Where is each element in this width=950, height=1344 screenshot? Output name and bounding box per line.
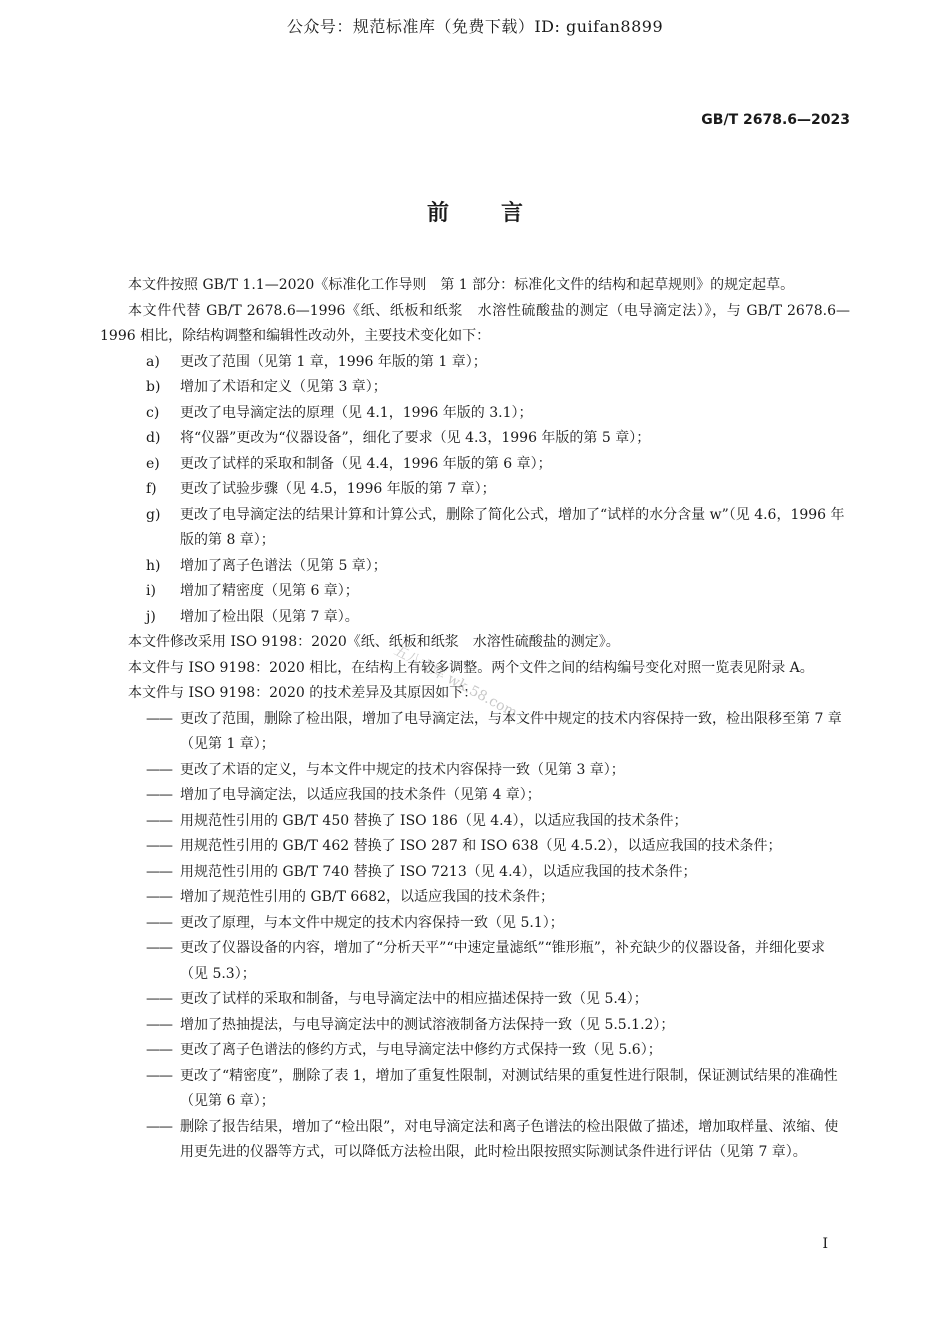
difference-item — [100, 783, 850, 809]
difference-item — [100, 809, 850, 835]
difference-item-marker: —— — [146, 1042, 172, 1058]
change-item-text: 增加了术语和定义（见第 3 章）； — [180, 379, 387, 395]
change-item-marker: e) — [146, 455, 160, 472]
difference-item-text: 增加了热抽提法，与电导滴定法中的测试溶液制备方法保持一致（见 5.5.1.2）； — [180, 1016, 675, 1033]
difference-item — [100, 911, 850, 937]
difference-item-marker: —— — [146, 761, 172, 778]
change-item-marker: f) — [146, 481, 157, 497]
change-item-text: 更改了电导滴定法的结果计算和计算公式，删除了简化公式，增加了“试样的水分含量 w”（见 4.6，1996 年版的第 8 章）； — [180, 506, 845, 548]
change-item — [100, 350, 850, 376]
difference-item-text: 更改了术语的定义，与本文件中规定的技术内容保持一致（见第 3 章）； — [180, 761, 625, 778]
page-title: 前言 — [426, 200, 575, 226]
change-item-marker: b) — [146, 379, 161, 395]
change-item-marker: d) — [146, 430, 161, 446]
difference-item — [100, 1064, 850, 1115]
difference-item-marker: —— — [146, 889, 172, 905]
change-item — [100, 554, 850, 580]
change-item-text: 更改了试验步骤（见 4.5，1996 年版的第 7 章）； — [180, 481, 496, 497]
change-item-marker: g) — [146, 506, 161, 523]
difference-item-text: 删除了报告结果，增加了“检出限”，对电导滴定法和离子色谱法的检出限做了描述，增加取样量、浓缩、使用更先进的仪器等方式，可以降低方法检出限，此时检出限按照实际测试条件进行评估（见第 7 章）。 — [180, 1118, 839, 1160]
difference-item-marker: —— — [146, 710, 172, 727]
technical-differences-list — [100, 707, 850, 1166]
change-item — [100, 579, 850, 605]
difference-item — [100, 987, 850, 1013]
change-item — [100, 426, 850, 452]
difference-item — [100, 834, 850, 860]
difference-item-marker: —— — [146, 991, 172, 1007]
change-item-text: 增加了离子色谱法（见第 5 章）； — [180, 557, 387, 574]
change-item-marker: h) — [146, 557, 161, 574]
standard-code: GB/T 2678.6—2023 — [701, 112, 850, 128]
difference-item-text: 增加了规范性引用的 GB/T 6682，以适应我国的技术条件； — [180, 889, 555, 905]
change-item-text: 更改了范围（见第 1 章，1996 年版的第 1 章）； — [180, 353, 487, 370]
change-item — [100, 375, 850, 401]
difference-item — [100, 1115, 850, 1166]
difference-item-text: 更改了试样的采取和制备，与电导滴定法中的相应描述保持一致（见 5.4）； — [180, 991, 648, 1007]
change-item-text: 更改了试样的采取和制备（见 4.4，1996 年版的第 6 章）； — [180, 455, 552, 472]
difference-item-text: 用规范性引用的 GB/T 450 替换了 ISO 186（见 4.4），以适应我国的技术条件； — [180, 812, 688, 829]
difference-item — [100, 1038, 850, 1064]
difference-item — [100, 936, 850, 987]
top-banner: 公众号：规范标准库（免费下载）ID: guifan8899 — [286, 17, 664, 36]
change-item — [100, 452, 850, 478]
difference-item-marker: —— — [146, 914, 172, 931]
paragraph-adoption: 本文件修改采用 ISO 9198：2020《纸、纸板和纸浆 水溶性硫酸盐的测定》。 — [128, 634, 620, 650]
difference-item-text: 更改了仪器设备的内容，增加了“分析天平”“中速定量滤纸”“锥形瓶”，补充缺少的仪器设备，并细化要求（见 5.3）； — [180, 940, 825, 982]
difference-item — [100, 758, 850, 784]
technical-changes-list — [100, 350, 850, 631]
difference-item-text: 更改了“精密度”，删除了表 1，增加了重复性限制，对测试结果的重复性进行限制，保证测试结果的准确性（见第 6 章）； — [180, 1067, 838, 1109]
difference-item-marker: —— — [146, 940, 172, 956]
change-item-marker: a) — [146, 353, 160, 370]
difference-item-text: 更改了范围，删除了检出限，增加了电导滴定法，与本文件中规定的技术内容保持一致，检出限移至第 7 章（见第 1 章）； — [180, 710, 842, 752]
paragraph-drafting-rules: 本文件按照 GB/T 1.1—2020《标准化工作导则 第 1 部分：标准化文件的结构和起草规则》的规定起草。 — [128, 277, 795, 293]
difference-item-marker: —— — [146, 863, 172, 880]
difference-item — [100, 707, 850, 758]
difference-item — [100, 885, 850, 911]
difference-item-marker: —— — [146, 1067, 172, 1084]
change-item — [100, 605, 850, 631]
difference-item-marker: —— — [146, 787, 172, 803]
difference-item — [100, 1013, 850, 1039]
change-item — [100, 503, 850, 554]
foreword-body — [100, 273, 850, 1166]
change-item-text: 将“仪器”更改为“仪器设备”，细化了要求（见 4.3，1996 年版的第 5 章）； — [180, 430, 651, 446]
change-item — [100, 477, 850, 503]
difference-item-text: 用规范性引用的 GB/T 462 替换了 ISO 287 和 ISO 638（见 4.5.2），以适应我国的技术条件； — [180, 838, 782, 854]
paragraph-structure: 本文件与 ISO 9198：2020 相比，在结构上有较多调整。两个文件之间的结构编号变化对照一览表见附录 A。 — [128, 659, 814, 676]
change-item — [100, 401, 850, 427]
difference-item-marker: —— — [146, 812, 172, 829]
change-item-text: 增加了精密度（见第 6 章）； — [180, 583, 359, 599]
paragraph-replacement: 本文件代替 GB/T 2678.6—1996《纸、纸板和纸浆 水溶性硫酸盐的测定（电导滴定法）》，与 GB/T 2678.6—1996 相比，除结构调整和编辑性改动外，主要技术变化如下： — [100, 302, 850, 344]
change-item-marker: c) — [146, 404, 160, 421]
difference-item-text: 增加了电导滴定法，以适应我国的技术条件（见第 4 章）； — [180, 787, 541, 803]
change-item-text: 增加了检出限（见第 7 章）。 — [180, 608, 359, 625]
difference-item-text: 更改了离子色谱法的修约方式，与电导滴定法中修约方式保持一致（见 5.6）； — [180, 1042, 662, 1058]
difference-item-text: 用规范性引用的 GB/T 740 替换了 ISO 7213（见 4.4），以适应我国的技术条件； — [180, 863, 697, 880]
paragraph-differences-intro: 本文件与 ISO 9198：2020 的技术差异及其原因如下： — [128, 685, 478, 701]
difference-item — [100, 860, 850, 886]
page-number: I — [822, 1236, 828, 1252]
difference-item-marker: —— — [146, 1016, 172, 1033]
change-item-marker: j) — [146, 608, 156, 625]
change-item-marker: i) — [146, 583, 156, 599]
change-item-text: 更改了电导滴定法的原理（见 4.1，1996 年版的 3.1）； — [180, 404, 533, 421]
watermark: 五八文库 wk.58.com — [391, 642, 520, 722]
difference-item-marker: —— — [146, 838, 172, 854]
difference-item-text: 更改了原理，与本文件中规定的技术内容保持一致（见 5.1）； — [180, 914, 564, 931]
difference-item-marker: —— — [146, 1118, 172, 1135]
